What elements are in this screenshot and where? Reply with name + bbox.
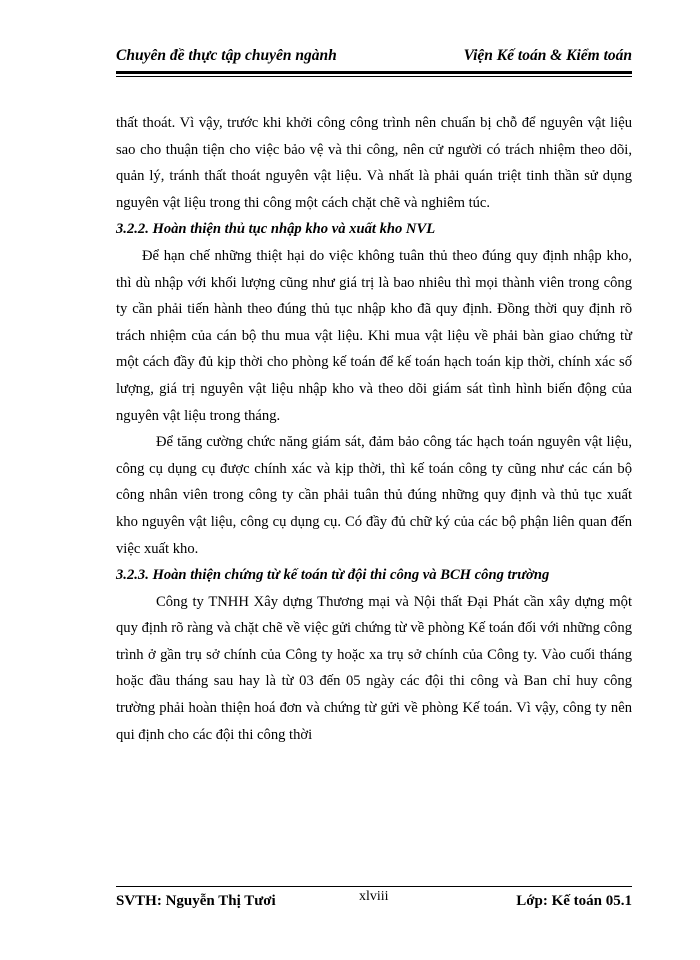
section-heading-3-2-2: 3.2.2. Hoàn thiện thủ tục nhập kho và xuất kho NVL — [116, 221, 436, 238]
page-footer — [116, 889, 632, 915]
paragraph-export-procedure: Để tăng cường chức năng giám sát, đảm bảo công tác hạch toán nguyên vật liệu, công cụ dụng cụ được chính xác và kịp thời, thì kế toán công ty cũng như các cán bộ công nhân viên trong công ty cần phải tuân thủ đúng những quy định và thủ tục xuất kho nguyên vật liệu, công cụ dụng cụ. Có đầy đủ chữ ký của các bộ phận liên quan đến việc xuất kho. — [116, 434, 632, 557]
page-number: xlviii — [359, 889, 389, 904]
header-divider — [116, 71, 632, 77]
document-body — [116, 110, 632, 748]
footer-class-name: Lớp: Kế toán 05.1 — [516, 893, 632, 909]
paragraph-continuation: thất thoát. Vì vậy, trước khi khởi công công trình nên chuẩn bị chỗ để nguyên vật liệu sao cho thuận tiện cho việc bảo vệ và thi công, nên cử người có trách nhiệm theo dõi, quản lý, tránh thất thoát nguyên vật liệu. Và nhất là phải quán triệt tinh thần sử dụng nguyên vật liệu trong thi công một cách chặt chẽ và nghiêm túc. — [116, 115, 632, 211]
footer-divider — [116, 886, 632, 887]
footer-student-name: SVTH: Nguyễn Thị Tươi — [116, 893, 276, 909]
header-title-left: Chuyên đề thực tập chuyên ngành — [116, 47, 337, 64]
paragraph-import-procedure: Để hạn chế những thiệt hại do việc không tuân thủ theo đúng quy định nhập kho, thì dù nhập với khối lượng cũng như giá trị là bao nhiêu thì mọi thành viên trong công ty cần phải tiến hành theo đúng thủ tục nhập kho đã quy định. Đồng thời quy định rõ trách nhiệm của cán bộ thu mua vật liệu. Khi mua vật liệu về phải bàn giao chứng từ một cách đầy đủ kịp thời cho phòng kế toán để kế toán hạch toán kịp thời, chính xác số lượng, giá trị nguyên vật liệu nhập kho và theo dõi giám sát tình hình biến động của nguyên vật liệu trong tháng. — [116, 247, 632, 424]
paragraph-accounting-documents: Công ty TNHH Xây dựng Thương mại và Nội thất Đại Phát cần xây dựng một quy định rõ ràng và chặt chẽ về việc gửi chứng từ về phòng Kế toán đối với những công trình ở gần trụ sở chính của Công ty hoặc xa trụ sở chính của Công ty. Vào cuối tháng hoặc đầu tháng sau hay là từ 03 đến 05 ngày các đội thi công và Ban chỉ huy công trường phải hoàn thiện hoá đơn và chứng từ gửi về phòng Kế toán. Vì vậy, công ty nên qui định cho các đội thi công thời — [116, 593, 632, 743]
section-heading-3-2-3: 3.2.3. Hoàn thiện chứng từ kế toán từ đội thi công và BCH công trường — [116, 567, 550, 584]
header-title-right: Viện Kế toán & Kiểm toán — [463, 47, 632, 64]
